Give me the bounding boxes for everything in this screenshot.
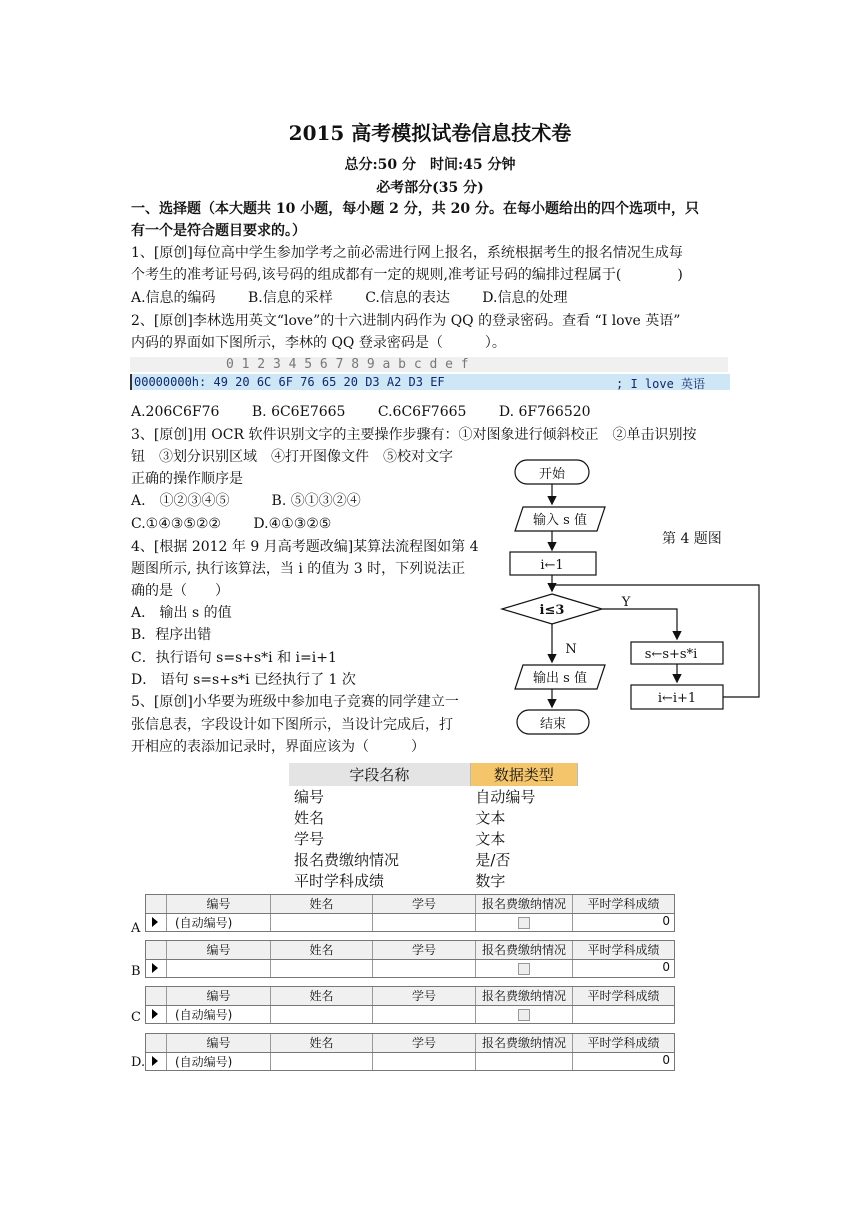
record-selector-icon[interactable]: [146, 914, 167, 931]
table-row: [289, 849, 578, 870]
data-type-cell: 文本: [475, 809, 506, 827]
hex-row-text: ; I love 英语: [616, 377, 706, 391]
field-name-cell: 报名费缴纳情况: [294, 851, 400, 869]
q2-options: A.206C6F76 B. 6C6E7665 C.6C6F7665 D. 6F766520: [131, 404, 591, 420]
column-header: 报名费缴纳情况: [476, 1034, 573, 1052]
q3-line2: 钮 ③划分识别区域 ④打开图像文件 ⑤校对文字: [131, 449, 453, 465]
table-row[interactable]: [145, 1006, 675, 1024]
page-title: 2015 高考模拟试卷信息技术卷: [288, 121, 572, 145]
table-row[interactable]: [145, 1053, 675, 1071]
hex-column-header: [130, 357, 728, 372]
column-header: 报名费缴纳情况: [476, 987, 573, 1005]
row-selector-header: [146, 941, 167, 959]
datasheet-header: [145, 940, 675, 960]
column-header: 姓名: [271, 1034, 373, 1052]
part1-heading-line1: 一、选择题（本大题共 10 小题，每小题 2 分，共 20 分。在每小题给出的四个选项中，只: [131, 201, 699, 217]
fee-cell[interactable]: [476, 914, 573, 931]
column-header: 学号: [373, 941, 476, 959]
text-cell[interactable]: [271, 1053, 373, 1070]
q5-line3: 开相应的表添加记录时，界面应该为（ ）: [131, 739, 425, 755]
row-selector-header: [146, 895, 167, 913]
score-cell[interactable]: [573, 1006, 674, 1023]
table-row: [289, 786, 578, 807]
table-row: [289, 807, 578, 828]
q1-line2: 个考生的准考证号码,该号码的组成都有一定的规则,准考证号码的编排过程属于( ): [131, 267, 683, 283]
q4-option-c: C．执行语句 s=s+s*i 和 i=i+1: [131, 650, 337, 666]
hex-viewer: [130, 357, 728, 391]
column-header: 平时学科成绩: [587, 897, 660, 911]
text-cell[interactable]: [271, 914, 373, 931]
flowchart: [495, 455, 775, 745]
fee-cell[interactable]: [476, 1053, 573, 1070]
record-selector-icon[interactable]: [146, 1053, 167, 1070]
record-selector-icon[interactable]: [146, 960, 167, 977]
column-header: 学号: [373, 895, 476, 913]
option-datasheet: [145, 986, 675, 1024]
column-header: 学号: [373, 1034, 476, 1052]
q3-options-cd: C.①④③⑤②② D.④①③②⑤: [131, 516, 332, 532]
score-cell[interactable]: 0: [662, 914, 670, 928]
q1-line1: 1、[原创]每位高中学生参加学考之前必需进行网上报名，系统根据考生的报名情况生成每: [131, 245, 683, 261]
row-selector-header: [146, 987, 167, 1005]
data-type-header: 数据类型: [470, 763, 577, 786]
column-header: 报名费缴纳情况: [476, 895, 573, 913]
fee-checkbox[interactable]: [518, 917, 530, 929]
column-header: 姓名: [271, 895, 373, 913]
flow-end-label: 结束: [539, 717, 567, 732]
text-cell[interactable]: [373, 1053, 476, 1070]
fee-cell[interactable]: [476, 1006, 573, 1023]
column-header: 编号: [167, 987, 271, 1005]
column-header: 平时学科成绩: [587, 989, 660, 1003]
section-title: 必考部分(35 分): [376, 180, 484, 196]
table-row[interactable]: [145, 960, 675, 978]
column-header: 平时学科成绩: [587, 1036, 660, 1050]
field-name-cell: 编号: [294, 788, 325, 806]
hex-row-bytes: 00000000h: 49 20 6C 6F 76 65 20 D3 A2 D3 EF: [134, 375, 445, 389]
flow-step1-label: s←s+s*i: [644, 647, 698, 662]
flow-init-label: i←1: [540, 558, 564, 573]
column-header: 报名费缴纳情况: [476, 941, 573, 959]
id-cell[interactable]: (自动编号): [167, 914, 271, 931]
table-row[interactable]: [145, 914, 675, 932]
column-header: 平时学科成绩: [587, 943, 660, 957]
flow-condition-label: i≤3: [539, 603, 565, 618]
option-label: C: [131, 1010, 141, 1025]
figure-caption: 第 4 题图: [662, 531, 722, 547]
q5-line2: 张信息表，字段设计如下图所示，当设计完成后，打: [131, 717, 453, 733]
id-cell[interactable]: [167, 960, 271, 977]
exam-meta: 总分:50 分 时间:45 分钟: [344, 157, 516, 173]
fee-cell[interactable]: [476, 960, 573, 977]
q3-line1: 3、[原创]用 OCR 软件识别文字的主要操作步骤有：①对图象进行倾斜校正 ②单击识别按: [131, 427, 697, 443]
column-header: 编号: [167, 1034, 271, 1052]
q4-option-b: B．程序出错: [131, 627, 212, 643]
field-name-cell: 平时学科成绩: [294, 872, 385, 890]
field-name-header: 字段名称: [289, 763, 470, 786]
datasheet-header: [145, 1033, 675, 1053]
q2-line1: 2、[原创]李林选用英文“love”的十六进制内码作为 QQ 的登录密码。查看 “I love 英语”: [131, 313, 681, 329]
q3-line3: 正确的操作顺序是: [131, 471, 243, 487]
data-type-cell: 文本: [475, 830, 506, 848]
text-cell[interactable]: [271, 1006, 373, 1023]
q4-line1: 4、[根据 2012 年 9 月高考题改编]某算法流程图如第 4: [131, 539, 479, 555]
option-label: D.: [131, 1055, 146, 1070]
data-type-cell: 数字: [475, 872, 506, 890]
data-type-cell: 是/否: [475, 851, 511, 869]
text-cell[interactable]: [373, 914, 476, 931]
q4-option-a: A． 输出 s 的值: [131, 605, 232, 621]
q1-options: A.信息的编码 B.信息的采样 C.信息的表达 D.信息的处理: [131, 290, 568, 306]
field-name-cell: 学号: [294, 830, 325, 848]
part1-heading-line2: 有一个是符合题目要求的。）: [131, 223, 306, 239]
flow-start-label: 开始: [538, 467, 566, 482]
column-header: 编号: [167, 941, 271, 959]
table-row: [289, 870, 578, 891]
table-row: [289, 828, 578, 849]
column-header: 编号: [167, 895, 271, 913]
q3-options-ab: A. ①②③④⑤ B. ⑤①③②④: [131, 493, 361, 509]
q5-line1: 5、[原创]小华要为班级中参加电子竞赛的同学建立一: [131, 694, 459, 710]
data-type-cell: 自动编号: [475, 788, 536, 806]
option-label: A: [131, 921, 141, 936]
column-header: 姓名: [271, 987, 373, 1005]
flow-input-label: 输入 s 值: [533, 513, 587, 528]
row-selector-header: [146, 1034, 167, 1052]
field-design-table: [289, 763, 578, 891]
id-cell[interactable]: (自动编号): [167, 1053, 271, 1070]
flow-no-label: N: [565, 642, 577, 657]
hex-header-text: 0 1 2 3 4 5 6 7 8 9 a b c d e f: [226, 357, 469, 372]
score-cell[interactable]: 0: [662, 1053, 670, 1067]
fee-checkbox[interactable]: [518, 963, 530, 975]
fee-checkbox[interactable]: [518, 1009, 530, 1021]
flow-step2-label: i←i+1: [657, 691, 697, 706]
column-header: 学号: [373, 987, 476, 1005]
text-cell[interactable]: [373, 1006, 476, 1023]
datasheet-header: [145, 894, 675, 914]
hex-data-row: [130, 374, 730, 390]
flow-output-label: 输出 s 值: [533, 671, 587, 686]
id-cell[interactable]: (自动编号): [167, 1006, 271, 1023]
text-cell[interactable]: [271, 960, 373, 977]
score-cell[interactable]: 0: [662, 960, 670, 974]
flow-yes-label: Y: [621, 595, 631, 610]
text-cell[interactable]: [373, 960, 476, 977]
record-selector-icon[interactable]: [146, 1006, 167, 1023]
datasheet-header: [145, 986, 675, 1006]
option-datasheet: [145, 894, 675, 932]
option-label: B: [131, 964, 141, 979]
q4-line2: 题图所示, 执行该算法，当 i 的值为 3 时，下列说法正: [131, 561, 466, 577]
q4-option-d: D． 语句 s=s+s*i 已经执行了 1 次: [131, 672, 356, 688]
column-header: 姓名: [271, 941, 373, 959]
q2-line2: 内码的界面如下图所示，李林的 QQ 登录密码是（ ）。: [131, 335, 506, 351]
field-name-cell: 姓名: [294, 809, 325, 827]
option-datasheet: [145, 940, 675, 978]
q4-line3: 确的是（ ）: [131, 583, 229, 599]
option-datasheet: [145, 1033, 675, 1071]
